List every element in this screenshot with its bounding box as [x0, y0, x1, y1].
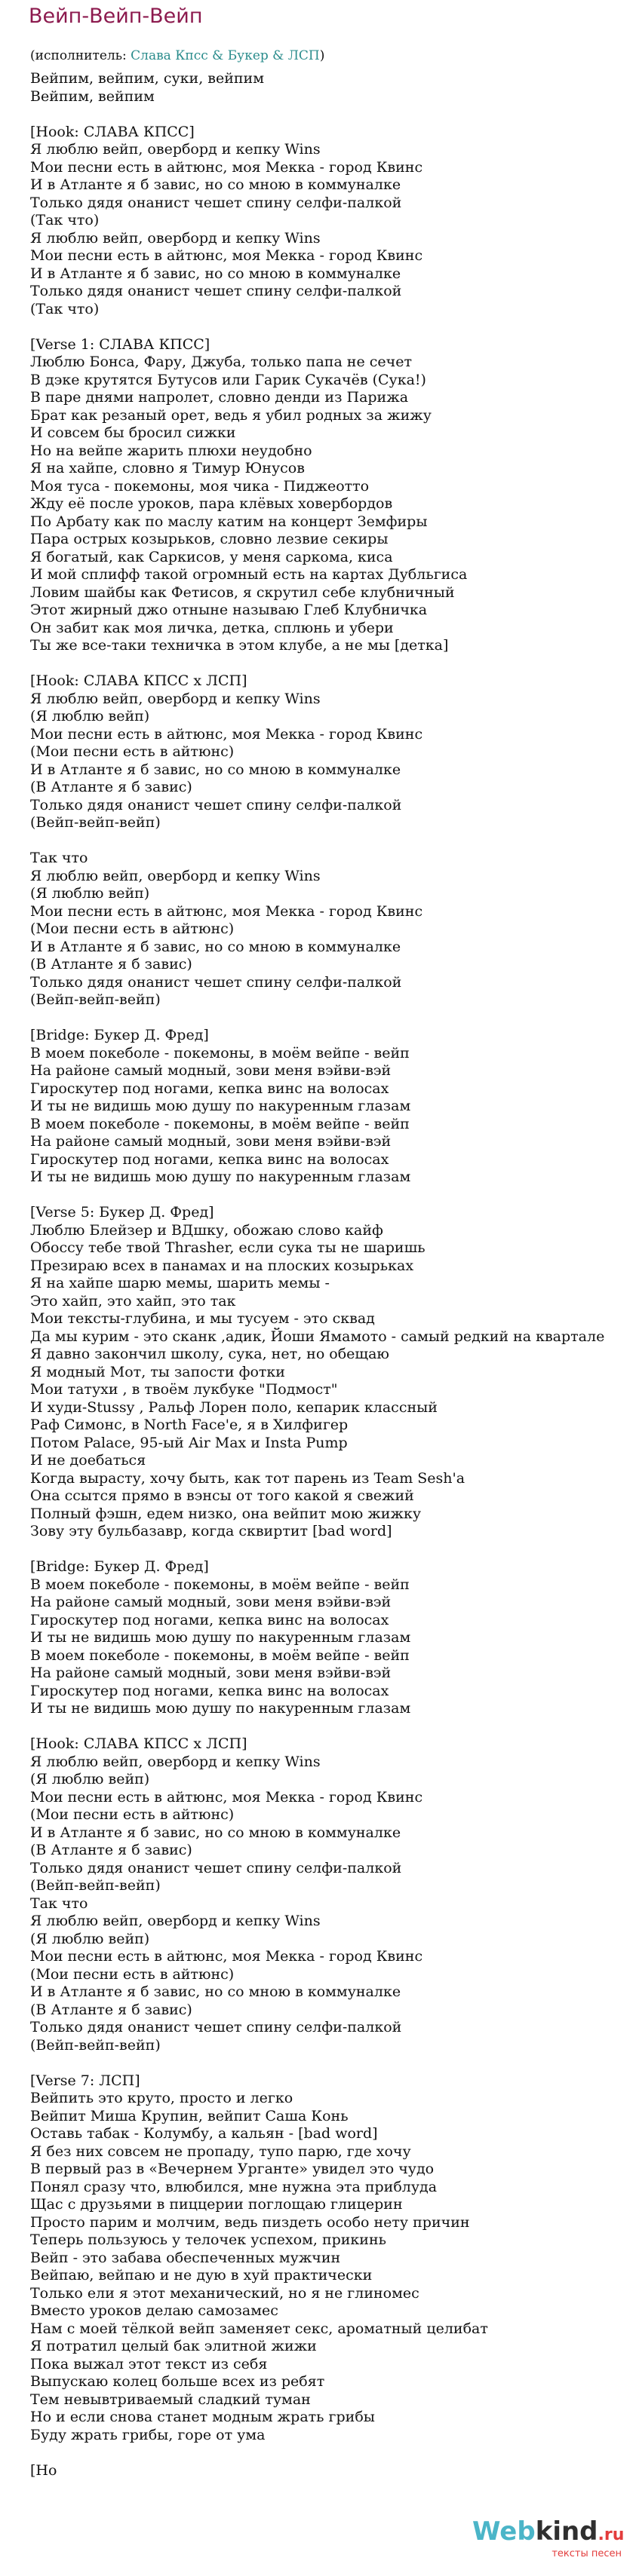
lyric-line: В моем покеболе - покемоны, в моём вейпе - вейп	[30, 1044, 410, 1061]
lyric-line: Я люблю вейп, оверборд и кепку Wins	[30, 229, 321, 247]
lyric-line: [Hook: СЛАВА КПСС x ЛСП]	[30, 1735, 247, 1752]
logo-part-ru: .ru	[598, 2525, 625, 2544]
lyric-line: Мои песни есть в айтюнс, моя Мекка - город Квинс	[30, 158, 423, 176]
lyric-line: Но на вейпе жарить плюхи неудобно	[30, 442, 312, 459]
artist-link[interactable]: Слава Кпсс & Букер & ЛСП	[131, 48, 320, 63]
lyric-line: Я люблю вейп, оверборд и кепку Wins	[30, 141, 321, 158]
lyric-line: По Арбату как по маслу катим на концерт Земфиры	[30, 513, 428, 530]
lyric-line: Выпускаю колец больше всех из ребят	[30, 2373, 325, 2390]
lyric-line	[30, 1718, 636, 1736]
lyric-line	[30, 318, 636, 336]
lyric-line: (Мои песни есть в айтюнс)	[30, 743, 235, 760]
lyric-line: И ты не видишь мою душу по накуренным глазам	[30, 1098, 411, 1114]
lyric-line	[30, 655, 636, 673]
lyric-line: На районе самый модный, зови меня вэйви-вэй	[30, 1594, 392, 1610]
lyric-line: Моя туса - покемоны, моя чика - Пиджеотто	[30, 477, 370, 495]
lyric-line: В моем покеболе - покемоны, в моём вейпе - вейп	[30, 1646, 410, 1664]
lyric-line: Вместо уроков делаю самозамес	[30, 2302, 278, 2319]
lyric-line: Вейп - это забава обеспеченных мужчин	[30, 2249, 341, 2266]
performers-suffix: )	[319, 48, 325, 63]
lyric-line: [Verse 5: Букер Д. Фред]	[30, 1204, 214, 1221]
lyric-line: Понял сразу что, влюбился, мне нужна эта приблуда	[30, 2178, 438, 2195]
lyric-line: И мой сплифф такой огромный есть на картах Дубльгиса	[30, 566, 468, 583]
lyric-line: В первый раз в «Вечернем Урганте» увидел это чудо	[30, 2161, 435, 2177]
lyric-line: [Bridge: Букер Д. Фред]	[30, 1558, 209, 1575]
lyric-line: И в Атланте я б завис, но со мною в коммуналке	[30, 938, 401, 955]
lyric-line: Я на хайпе, словно я Тимур Юнусов	[30, 460, 305, 476]
lyric-line: Раф Симонс, в North Face'e, я в Хилфигер	[30, 1417, 349, 1433]
lyric-line: Я богатый, как Саркисов, у меня саркома, киса	[30, 548, 393, 565]
lyric-line: Ты же все-таки техничка в этом клубе, а не мы [детка]	[30, 637, 449, 654]
lyric-line: Только дядя онанист чешет спину селфи-палкой	[30, 194, 402, 211]
lyric-line	[30, 1009, 636, 1028]
lyric-line: [Hook: СЛАВА КПСС]	[30, 123, 195, 140]
lyric-line: (Вейп-вейп-вейп)	[30, 2036, 161, 2054]
lyric-line: Вейпаю, вейпаю и не дую в хуй практически	[30, 2267, 373, 2283]
lyric-line: И в Атланте я б завис, но со мною в коммуналке	[30, 1824, 401, 1841]
lyric-line: И в Атланте я б завис, но со мною в коммуналке	[30, 1983, 401, 2000]
lyric-line: Я люблю вейп, оверборд и кепку Wins	[30, 1913, 321, 1929]
lyric-line: Люблю Бонса, Фару, Джуба, только папа не сечет	[30, 354, 412, 370]
lyric-line: И совсем бы бросил сижки	[30, 424, 236, 441]
logo-wordmark	[472, 2515, 624, 2552]
lyric-line: Пока выжал этот текст из себя	[30, 2355, 268, 2372]
lyric-line: [Bridge: Букер Д. Фред]	[30, 1027, 209, 1043]
lyric-line: [Verse 7: ЛСП]	[30, 2072, 140, 2089]
lyric-line: (Я люблю вейп)	[30, 1771, 150, 1787]
lyric-line: Вейпим, вейпим	[30, 87, 155, 105]
logo-part-web: Web	[472, 2516, 536, 2547]
lyric-line: В моем покеболе - покемоны, в моём вейпе - вейп	[30, 1115, 410, 1132]
lyric-line: Только дядя онанист чешет спину селфи-палкой	[30, 796, 402, 813]
lyric-line	[30, 106, 636, 124]
lyric-line	[30, 1187, 636, 1205]
performers-prefix: (исполнитель:	[30, 48, 131, 63]
lyric-line: Гироскутер под ногами, кепка винс на волосах	[30, 1682, 389, 1699]
lyric-line: Мои песни есть в айтюнс, моя Мекка - город Квинс	[30, 725, 423, 743]
lyric-line: Вейпит Миша Крупин, вейпит Саша Конь	[30, 2107, 349, 2124]
lyric-line	[30, 1541, 636, 1559]
lyric-line: Оставь табак - Колумбу, а кальян - [bad word]	[30, 2125, 378, 2142]
lyric-line	[30, 2444, 636, 2462]
lyric-line: Только дядя онанист чешет спину селфи-палкой	[30, 2019, 402, 2035]
logo-tagline: тексты песен	[552, 2548, 622, 2559]
lyric-line: И ты не видишь мою душу по накуренным глазам	[30, 1629, 411, 1646]
lyric-line: Брат как резаный орет, ведь я убил родных за жижу	[30, 406, 432, 424]
lyric-line: (В Атланте я б завис)	[30, 956, 192, 973]
lyric-line: Гироскутер под ногами, кепка винс на волосах	[30, 1150, 389, 1168]
lyric-line: (Вейп-вейп-вейп)	[30, 1877, 161, 1894]
lyric-line: (Мои песни есть в айтюнс)	[30, 1965, 235, 1983]
lyric-line: Мои песни есть в айтюнс, моя Мекка - город Квинс	[30, 1948, 423, 1965]
lyric-line: Я люблю вейп, оверборд и кепку Wins	[30, 867, 321, 884]
lyric-line: (Вейп-вейп-вейп)	[30, 991, 161, 1008]
lyric-line: Мои песни есть в айтюнс, моя Мекка - город Квинс	[30, 1788, 423, 1806]
lyric-line: Полный фэшн, едем низко, она вейпит мою жижку	[30, 1505, 422, 1522]
lyric-line: Я модный Мот, ты запости фотки	[30, 1363, 285, 1380]
lyric-line: Я на хайпе шарю мемы, шарить мемы -	[30, 1275, 330, 1291]
lyric-line: На районе самый модный, зови меня вэйви-вэй	[30, 1062, 392, 1079]
lyric-line: Ловим шайбы как Фетисов, я скрутил себе клубничный	[30, 584, 455, 601]
lyrics-body	[30, 70, 636, 2480]
lyric-line: (Так что)	[30, 300, 100, 317]
lyric-line: Потом Palace, 95-ый Air Max и Insta Pump	[30, 1434, 348, 1451]
lyric-line: На районе самый модный, зови меня вэйви-вэй	[30, 1133, 392, 1150]
lyric-line: Мои песни есть в айтюнс, моя Мекка - город Квинс	[30, 902, 423, 920]
lyric-line: Жду её после уроков, пара клёвых ховербордов	[30, 495, 393, 512]
lyric-line: Теперь пользуюсь у телочек успехом, прикинь	[30, 2231, 386, 2248]
lyric-line: Буду жрать грибы, горе от ума	[30, 2426, 266, 2443]
lyric-line: Мои татухи , в твоём лукбуке "Подмост"	[30, 1381, 338, 1398]
lyric-line: Вейпить это круто, просто и легко	[30, 2090, 293, 2106]
lyric-line: Так что	[30, 1894, 88, 1912]
lyric-line: [Verse 1: СЛАВА КПСС]	[30, 335, 210, 353]
lyric-line: В дэке крутятся Бутусов или Гарик Сукачёв (Сука!)	[30, 371, 426, 388]
lyric-line: (Так что)	[30, 212, 100, 228]
lyric-line: Гироскутер под ногами, кепка винс на волосах	[30, 1611, 389, 1628]
lyric-line: (В Атланте я б завис)	[30, 779, 192, 795]
lyric-line: Просто парим и молчим, ведь пиздеть особо нету причин	[30, 2213, 470, 2231]
lyric-line: Я без них совсем не пропаду, тупо парю, где хочу	[30, 2143, 411, 2160]
lyric-line: (Мои песни есть в айтюнс)	[30, 920, 235, 937]
lyric-line: И в Атланте я б завис, но со мною в коммуналке	[30, 761, 401, 778]
lyric-line: [Но	[30, 2461, 57, 2479]
lyric-line	[30, 2054, 636, 2072]
lyric-line: Я люблю вейп, оверборд и кепку Wins	[30, 1753, 321, 1770]
lyric-line: Тем невывтриваемый сладкий туман	[30, 2391, 311, 2408]
lyric-line: Щас с друзьями в пиццерии поглощаю глицерин	[30, 2196, 403, 2213]
lyric-line	[30, 832, 636, 850]
site-logo[interactable]	[463, 2515, 628, 2565]
lyric-line: Обоссу тебе твой Thrasher, если сука ты не шаришь	[30, 1239, 426, 1256]
lyric-line: [Hook: СЛАВА КПСС x ЛСП]	[30, 672, 247, 689]
lyric-line: И в Атланте я б завис, но со мною в коммуналке	[30, 265, 401, 282]
lyric-line: Он забит как моя личка, детка, сплюнь и убери	[30, 619, 394, 636]
lyric-line: Я потратил целый бак элитной жижи	[30, 2338, 317, 2354]
lyric-line: (Вейп-вейп-вейп)	[30, 814, 161, 831]
lyric-line: Только дядя онанист чешет спину селфи-палкой	[30, 283, 402, 299]
lyric-line: Гироскутер под ногами, кепка винс на волосах	[30, 1080, 389, 1097]
lyric-line: Зову эту бульбазавр, когда сквиртит [bad word]	[30, 1523, 392, 1539]
lyric-line: И ты не видишь мою душу по накуренным глазам	[30, 1169, 411, 1185]
lyric-line: (Я люблю вейп)	[30, 885, 150, 902]
lyric-line: В моем покеболе - покемоны, в моём вейпе - вейп	[30, 1576, 410, 1593]
lyric-line: На районе самый модный, зови меня вэйви-вэй	[30, 1665, 392, 1681]
lyric-line: Я люблю вейп, оверборд и кепку Wins	[30, 690, 321, 707]
lyric-line: И в Атланте я б завис, но со мною в коммуналке	[30, 176, 401, 193]
lyric-line: (В Атланте я б завис)	[30, 1842, 192, 1858]
lyric-line: Мои песни есть в айтюнс, моя Мекка - город Квинс	[30, 247, 423, 264]
lyric-line: Нам с моей тёлкой вейп заменяет секс, ароматный целибат	[30, 2320, 488, 2337]
lyric-line: Да мы курим - это сканк ,адик, Йоши Ямамото - самый редкий на квартале	[30, 1328, 605, 1345]
lyric-line: Но и если снова станет модным жрать грибы	[30, 2409, 375, 2425]
lyric-line: И ты не видишь мою душу по накуренным глазам	[30, 1700, 411, 1717]
lyric-line: (Я люблю вейп)	[30, 708, 150, 724]
lyric-line: (Я люблю вейп)	[30, 1930, 150, 1947]
lyric-line: И худи-Stussy , Ральф Лорен поло, кепарик классный	[30, 1398, 438, 1416]
lyric-line: Люблю Блейзер и ВДшку, обожаю слово кайф	[30, 1221, 383, 1239]
lyric-line: Пара острых козырьков, словно лезвие секиры	[30, 531, 389, 547]
lyric-line: Этот жирный джо отныне называю Глеб Клубничка	[30, 602, 428, 618]
lyric-line: (В Атланте я б завис)	[30, 2001, 192, 2018]
lyric-line: Мои тексты-глубина, и мы тусуем - это сквад	[30, 1310, 375, 1327]
lyric-line: Я давно закончил школу, сука, нет, но обещаю	[30, 1346, 389, 1362]
lyric-line: Когда вырасту, хочу быть, как тот парень из Team Sesh'a	[30, 1469, 465, 1487]
lyric-line: Так что	[30, 850, 88, 866]
lyric-line: Только дядя онанист чешет спину селфи-палкой	[30, 1859, 402, 1876]
lyric-line: Только дядя онанист чешет спину селфи-палкой	[30, 973, 402, 991]
lyric-line: Презираю всех в панамах и на плоских козырьках	[30, 1257, 414, 1274]
lyric-line: Это хайп, это хайп, это так	[30, 1292, 236, 1309]
lyric-line: Вейпим, вейпим, суки, вейпим	[30, 70, 264, 87]
lyric-line: Она ссытся прямо в вэнсы от того какой я свежий	[30, 1487, 414, 1504]
lyric-line: В паре днями напролет, словно денди из Парижа	[30, 389, 409, 406]
lyric-line: Только ели я этот механический, но я не глиномес	[30, 2284, 419, 2302]
lyric-line: (Мои песни есть в айтюнс)	[30, 1806, 235, 1823]
lyric-line: И не доебаться	[30, 1452, 146, 1469]
performers-line	[30, 47, 324, 65]
logo-part-kind: kind	[535, 2516, 598, 2547]
song-title: Вейп-Вейп-Вейп	[29, 5, 203, 28]
